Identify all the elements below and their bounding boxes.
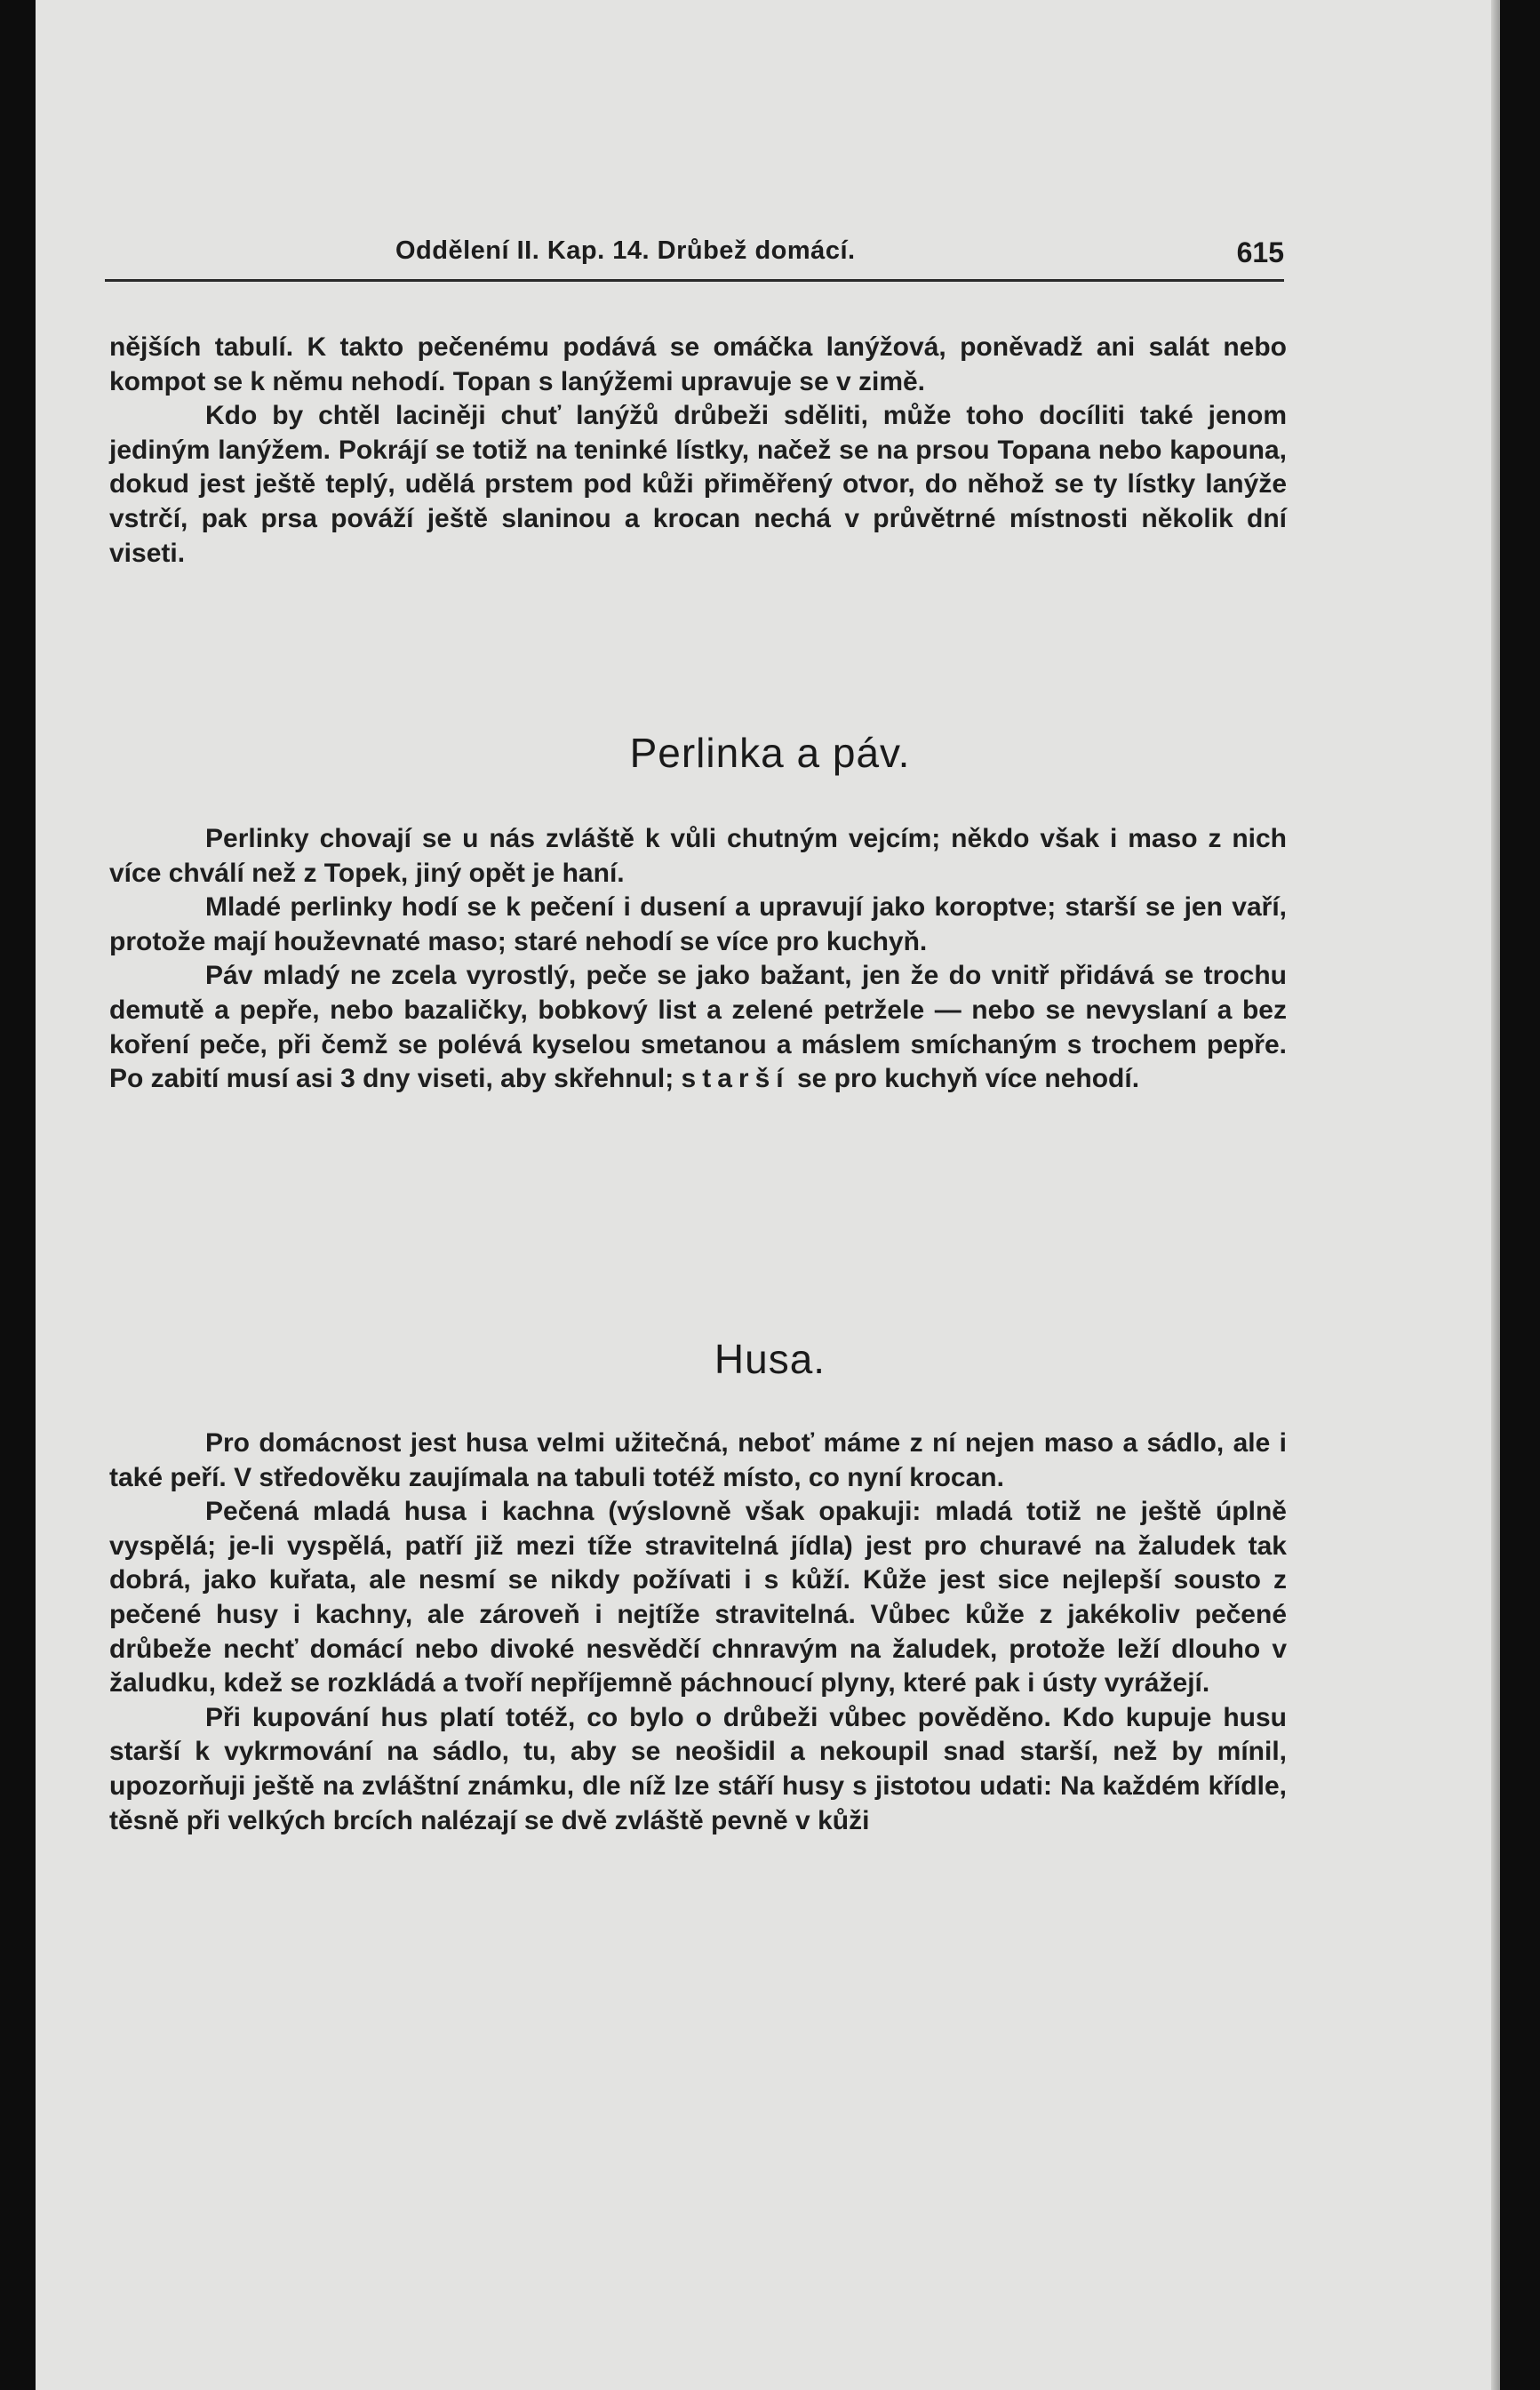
paragraph: Mladé perlinky hodí se k pečení i dusení a upravují jako koroptve; starší se jen vaří, protože mají houževnaté maso; staré nehodí se více pro kuchyň. <box>109 892 1287 956</box>
page-edge-shadow <box>1491 0 1500 2390</box>
running-title: Oddělení II. Kap. 14. Drůbež domácí. <box>395 236 856 265</box>
paragraph: Kdo by chtěl laciněji chuť lanýžů drůbeži sděliti, může toho docíliti také jenom jediným lanýžem. Pokrájí se totiž na teninké lístky, načež se na prsou Topana nebo kapouna, dokud jest ještě teplý, udělá prstem pod kůži přiměřený otvor, do něhož se ty lístky lanýže vstrčí, pak prsa pováží ještě slaninou a krocan nechá v průvětrné místnosti několik dní viseti. <box>109 401 1287 568</box>
running-header <box>105 233 1284 276</box>
paragraph: Pečená mladá husa i kachna (výslovně však opakuji: mladá totiž ne ještě úplně vyspělá; je-li vyspělá, patří již mezi tíže stravitelná jídla) jest pro churavé na žaludek tak dobrá, jako kuřata, ale nesmí se nikdy požívati i s kůží. Kůže jest sice nejlepší sousto z pečené husy i kachny, ale zároveň i nejtíže stravitelná. Vůbec kůže z jakékoliv pečené drůbeže nechť domácí nebo divoké nesvědčí chnravým na žaludek, protože leží dlouho v žaludku, kdež se rozkládá a tvoří nepříjemně páchnoucí plyny, které pak i ústy vyrážejí. <box>109 1497 1287 1699</box>
section-continuation <box>109 331 1287 571</box>
section-perlinka <box>109 822 1287 1097</box>
paragraph-text: Páv mladý ne zcela vyrostlý, peče se jako bažant, jen že do vnitř přidává se trochu demutě a pepře, nebo bazaličky, bobkový list a zelené petržele — nebo se nevyslaní a bez koření peče, při čemž se polévá kyselou smetanou a máslem smíchaným s trochem pepře. Po zabití musí asi 3 dny viseti, aby skřehnul; <box>109 961 1287 1094</box>
paragraph-pav <box>109 959 1287 1096</box>
section-husa <box>109 1427 1287 1838</box>
paragraph: Při kupování hus platí totéž, co bylo o drůbeži vůbec pověděno. Kdo kupuje husu starší k vykrmování na sádlo, tu, aby se neošidil a nekoupil snad starší, než by mínil, upozorňuji ještě na zvláštní známku, dle níž lze stáří husy s jistotou udati: Na každém křídle, těsně při velkých brcích nalézají se dvě zvláště pevně v kůži <box>109 1702 1287 1835</box>
paragraph-tail: se pro kuchyň více nehodí. <box>789 1064 1140 1094</box>
page-number: 615 <box>1236 236 1284 268</box>
spaced-word: starší <box>681 1064 790 1094</box>
paragraph: Perlinky chovají se u nás zvláště k vůli chutným vejcím; někdo však i maso z nich více chválí než z Topek, jiný opět je haní. <box>109 824 1287 888</box>
header-rule <box>105 279 1284 282</box>
heading-husa: Husa. <box>714 1336 826 1382</box>
heading-perlinka: Perlinka a páv. <box>629 730 911 776</box>
paragraph: nějších tabulí. K takto pečenému podává se omáčka lanýžová, poněvadž ani salát nebo kompot se k němu nehodí. Topan s lanýžemi upravuje se v zimě. <box>109 332 1287 396</box>
paragraph: Pro domácnost jest husa velmi užitečná, neboť máme z ní nejen maso a sádlo, ale i také peří. V středověku zaujímala na tabuli totéž místo, co nyní krocan. <box>109 1428 1287 1492</box>
